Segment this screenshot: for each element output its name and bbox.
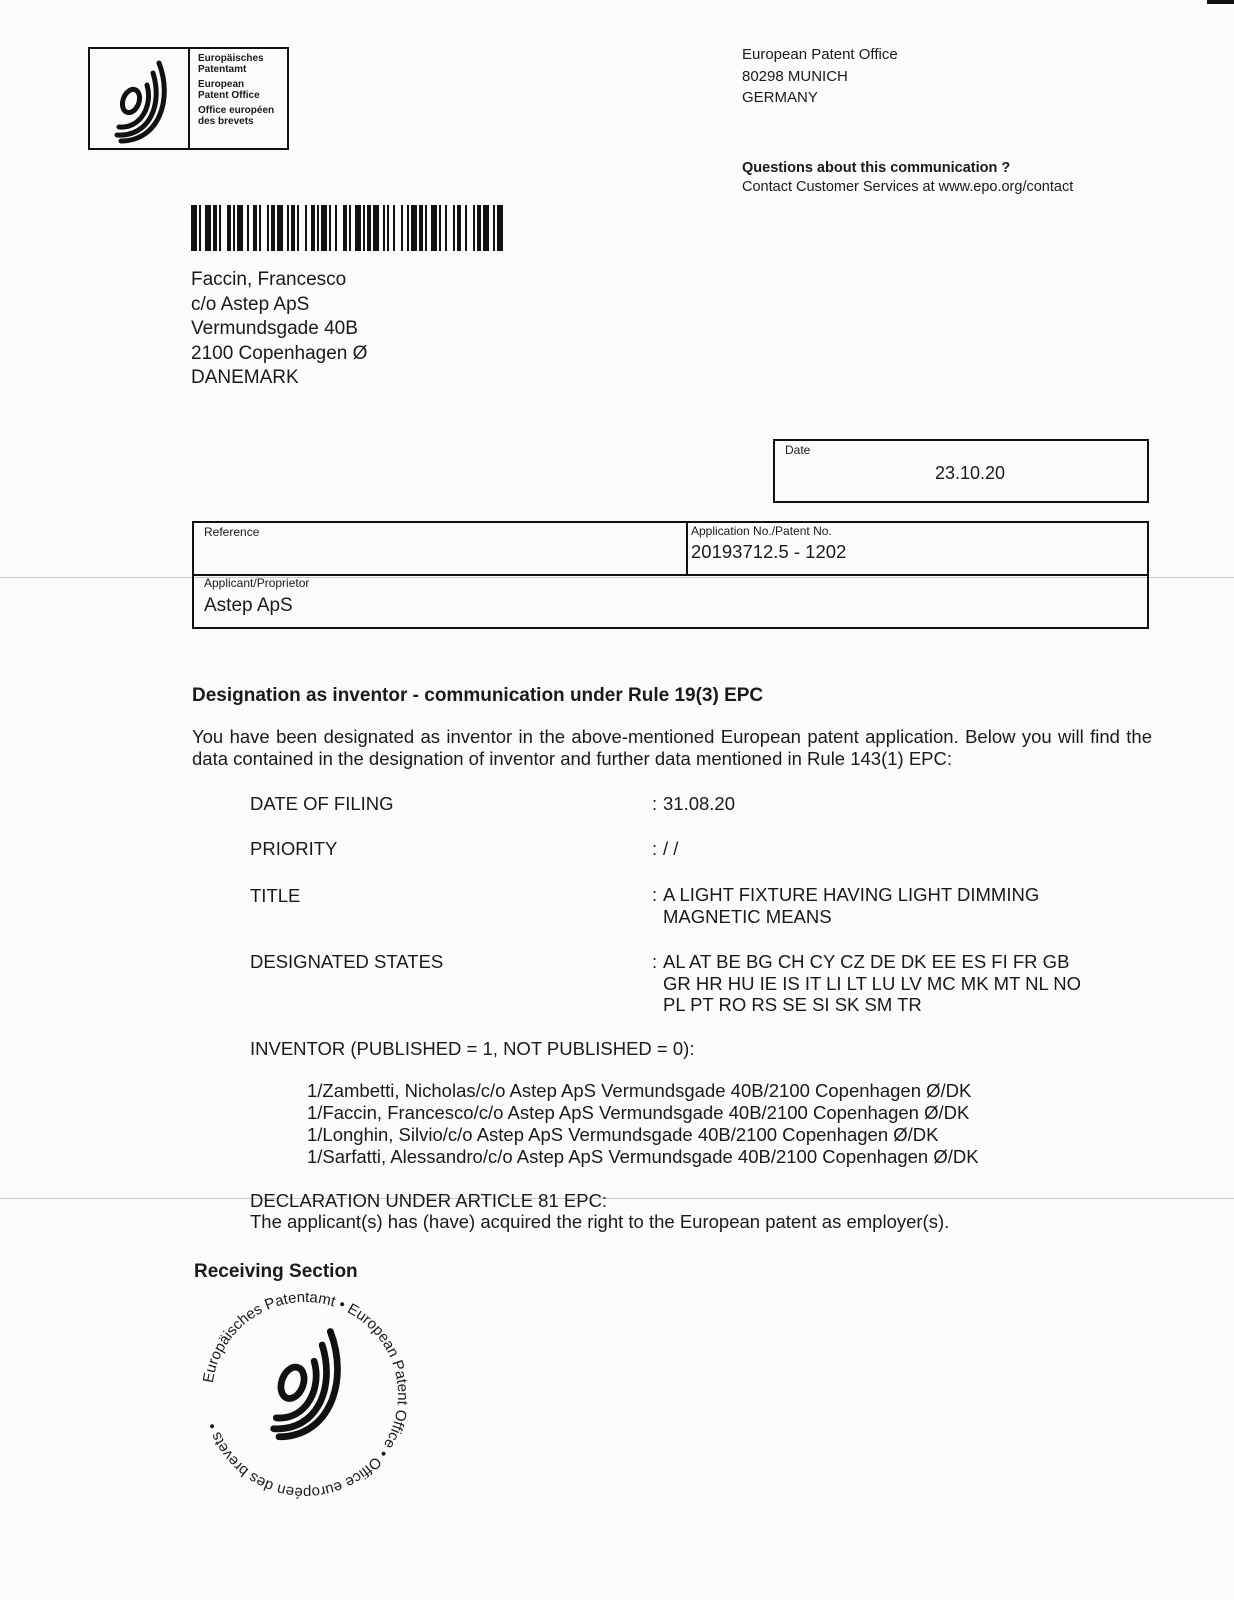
office-address bbox=[742, 44, 898, 109]
inventor-entry: 1/Zambetti, Nicholas/c/o Astep ApS Vermundsgade 40B/2100 Copenhagen Ø/DK bbox=[307, 1080, 972, 1101]
filing-date-value: 31.08.20 bbox=[663, 793, 736, 814]
barcode-bar bbox=[453, 205, 455, 251]
title-field bbox=[652, 884, 1039, 927]
barcode-bar bbox=[321, 205, 327, 251]
field-colon: : bbox=[652, 793, 658, 814]
reference-row bbox=[194, 523, 1147, 576]
applicant-label: Applicant/Proprietor bbox=[204, 576, 310, 590]
barcode-bar bbox=[497, 205, 503, 251]
barcode-bar bbox=[349, 205, 351, 251]
epo-seal-icon bbox=[190, 1280, 420, 1510]
logo-text-fr: Office européen des brevets bbox=[198, 105, 275, 127]
barcode-bar bbox=[373, 205, 379, 251]
barcode-bar bbox=[465, 205, 467, 251]
recipient-country: DANEMARK bbox=[191, 367, 299, 388]
barcode bbox=[191, 205, 591, 251]
declaration-text: The applicant(s) has (have) acquired the right to the European patent as employer(s). bbox=[250, 1211, 950, 1232]
barcode-bar bbox=[267, 205, 269, 251]
designated-states-line-3: PL PT RO RS SE SI SK SM TR bbox=[663, 994, 922, 1015]
barcode-bar bbox=[205, 205, 211, 251]
barcode-bar bbox=[277, 205, 283, 251]
application-cell bbox=[688, 523, 1147, 574]
questions-title: Questions about this communication ? bbox=[742, 160, 1011, 176]
barcode-bar bbox=[237, 205, 243, 251]
designated-states-field bbox=[652, 951, 1081, 1016]
barcode-bar bbox=[343, 205, 347, 251]
barcode-bar bbox=[493, 205, 495, 251]
recipient-name: Faccin, Francesco bbox=[191, 269, 347, 290]
barcode-bar bbox=[297, 205, 299, 251]
inventor-list bbox=[307, 1080, 979, 1168]
priority-label: PRIORITY bbox=[250, 838, 338, 859]
barcode-bar bbox=[219, 205, 221, 251]
title-value-line-2: MAGNETIC MEANS bbox=[663, 905, 832, 927]
barcode-bar bbox=[291, 205, 295, 251]
barcode-bar bbox=[199, 205, 201, 251]
barcode-bar bbox=[259, 205, 261, 251]
barcode-bar bbox=[457, 205, 461, 251]
recipient-street: Vermundsgade 40B bbox=[191, 318, 358, 339]
designated-states-line-2: GR HR HU IE IS IT LI LT LU LV MC MK MT NL NO bbox=[663, 972, 1082, 994]
reference-cell bbox=[194, 523, 688, 574]
recipient-address bbox=[191, 268, 367, 391]
barcode-bar bbox=[387, 205, 389, 251]
barcode-bar bbox=[445, 205, 447, 251]
scan-corner-mark bbox=[1207, 0, 1234, 4]
scan-artifact-line bbox=[0, 1198, 1234, 1199]
field-colon: : bbox=[652, 884, 658, 905]
barcode-bar bbox=[439, 205, 441, 251]
barcode-bar bbox=[317, 205, 319, 251]
filing-date-field bbox=[652, 793, 735, 815]
inventor-heading: INVENTOR (PUBLISHED = 1, NOT PUBLISHED = 0): bbox=[250, 1038, 695, 1059]
date-label: Date bbox=[785, 443, 811, 457]
title-value-line-1: A LIGHT FIXTURE HAVING LIGHT DIMMING bbox=[663, 884, 1040, 905]
barcode-bar bbox=[393, 205, 395, 251]
communication-intro: You have been designated as inventor in the above-mentioned European patent application. Below you will find the data contained in the designation of inventor and further data mentioned in Rule 143(1) EPC: bbox=[192, 726, 1152, 769]
designated-states-label: DESIGNATED STATES bbox=[250, 951, 444, 972]
priority-field bbox=[652, 838, 678, 860]
logo-text-de: Europäisches Patentamt bbox=[198, 53, 264, 75]
date-box bbox=[773, 439, 1149, 503]
barcode-bar bbox=[383, 205, 385, 251]
barcode-bar bbox=[355, 205, 361, 251]
barcode-bar bbox=[431, 205, 437, 251]
office-name: European Patent Office bbox=[742, 46, 898, 63]
barcode-bar bbox=[287, 205, 289, 251]
barcode-bar bbox=[227, 205, 231, 251]
inventor-entry: 1/Longhin, Silvio/c/o Astep ApS Vermundsgade 40B/2100 Copenhagen Ø/DK bbox=[307, 1124, 939, 1145]
barcode-bar bbox=[401, 205, 403, 251]
title-label: TITLE bbox=[250, 885, 301, 906]
logo-text-en: European Patent Office bbox=[198, 79, 260, 101]
barcode-bar bbox=[213, 205, 217, 251]
inventor-entry: 1/Sarfatti, Alessandro/c/o Astep ApS Vermundsgade 40B/2100 Copenhagen Ø/DK bbox=[307, 1146, 979, 1167]
barcode-bar bbox=[233, 205, 235, 251]
barcode-bar bbox=[411, 205, 417, 251]
recipient-city: 2100 Copenhagen Ø bbox=[191, 342, 368, 364]
barcode-bar bbox=[483, 205, 489, 251]
barcode-bar bbox=[425, 205, 427, 251]
office-country: GERMANY bbox=[742, 89, 818, 106]
date-value: 23.10.20 bbox=[935, 463, 1006, 483]
reference-label: Reference bbox=[204, 525, 260, 539]
seal-ring-text: Europäisches Patentamt • European Patent Office • Office européen des brevets • bbox=[199, 1288, 412, 1502]
application-label: Application No./Patent No. bbox=[691, 524, 832, 538]
barcode-bar bbox=[473, 205, 475, 251]
barcode-bar bbox=[191, 205, 197, 251]
barcode-bar bbox=[271, 205, 275, 251]
barcode-bar bbox=[477, 205, 481, 251]
barcode-bar bbox=[363, 205, 365, 251]
recipient-care-of: c/o Astep ApS bbox=[191, 293, 310, 315]
field-colon: : bbox=[652, 838, 658, 859]
barcode-bar bbox=[367, 205, 371, 251]
applicant-value: Astep ApS bbox=[204, 595, 293, 616]
barcode-bar bbox=[253, 205, 257, 251]
office-city: 80298 MUNICH bbox=[742, 67, 848, 85]
barcode-bar bbox=[247, 205, 249, 251]
priority-value: / / bbox=[663, 838, 679, 859]
barcode-bar bbox=[329, 205, 331, 251]
barcode-bar bbox=[335, 205, 337, 251]
filing-date-label: DATE OF FILING bbox=[250, 793, 394, 814]
epo-logo bbox=[88, 47, 289, 150]
field-colon: : bbox=[652, 951, 658, 972]
application-number: 20193712.5 - 1202 bbox=[691, 541, 847, 562]
barcode-bar bbox=[305, 205, 307, 251]
epo-logo-icon bbox=[90, 49, 190, 148]
questions-block bbox=[742, 159, 1073, 196]
communication-title: Designation as inventor - communication under Rule 19(3) EPC bbox=[192, 685, 764, 706]
declaration-heading: DECLARATION UNDER ARTICLE 81 EPC: bbox=[250, 1190, 608, 1211]
receiving-section-label: Receiving Section bbox=[194, 1261, 358, 1282]
inventor-entry: 1/Faccin, Francesco/c/o Astep ApS Vermundsgade 40B/2100 Copenhagen Ø/DK bbox=[307, 1102, 970, 1123]
contact-line: Contact Customer Services at www.epo.org/contact bbox=[742, 178, 1074, 195]
barcode-bar bbox=[407, 205, 409, 251]
reference-table bbox=[192, 521, 1149, 629]
barcode-bar bbox=[311, 205, 315, 251]
barcode-bar bbox=[419, 205, 423, 251]
designated-states-line-1: AL AT BE BG CH CY CZ DE DK EE ES FI FR GB bbox=[663, 951, 1070, 972]
